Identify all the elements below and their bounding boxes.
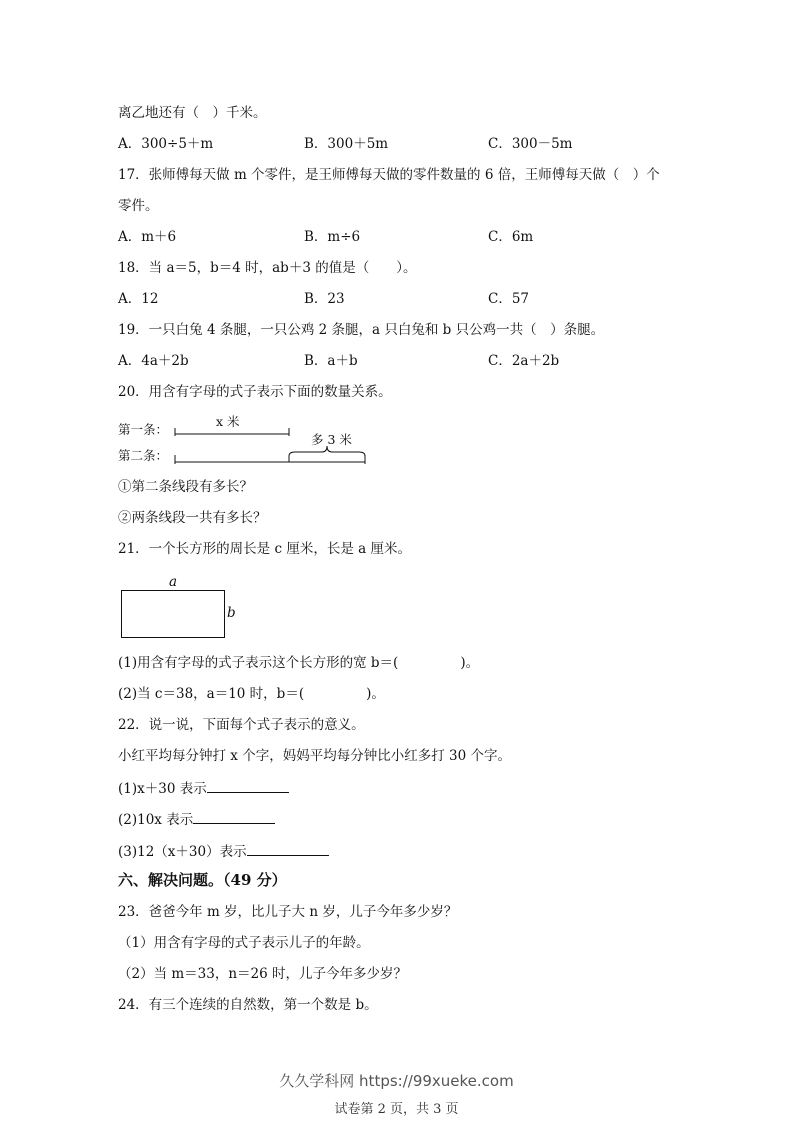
q22-subquestion-3 xyxy=(118,841,329,861)
q20-subquestion-2: ②两条线段一共有多长？ xyxy=(118,510,267,526)
rectangle-figure xyxy=(121,590,225,638)
q19-option-b: B．a＋b xyxy=(304,353,358,369)
q22-text: 22．说一说，下面每个式子表示的意义。 xyxy=(118,717,365,733)
q20-subquestion-1: ①第二条线段有多长？ xyxy=(118,479,253,495)
q21-sub2-prefix: (2)当 c＝38，a＝10 时，b＝( xyxy=(118,686,305,702)
q22-sub1-answer-line[interactable] xyxy=(207,778,289,793)
q17-option-b: B．m÷6 xyxy=(304,229,361,245)
segment-2-extra-label: 多 3 米 xyxy=(311,432,352,447)
q18-text: 18．当 a＝5，b＝4 时，ab＋3 的值是（ ）。 xyxy=(118,260,417,276)
q18-option-c: C．57 xyxy=(488,291,530,307)
q19-option-c: C．2a＋2b xyxy=(488,353,560,369)
segment-1-length-label: x 米 xyxy=(216,414,240,429)
segment-2-line xyxy=(175,455,365,464)
q21-text: 21．一个长方形的周长是 c 厘米，长是 a 厘米。 xyxy=(118,541,411,557)
q23-subquestion-1: （1）用含有字母的式子表示儿子的年龄。 xyxy=(118,935,370,951)
q19-option-a: A．4a＋2b xyxy=(118,353,189,369)
q16-text-tail: 离乙地还有（ ）千米。 xyxy=(118,105,267,121)
q22-sub1-text: (1)x＋30 表示 xyxy=(118,781,207,797)
q17-option-c: C．6m xyxy=(488,229,534,245)
segment-1-label: 第一条： xyxy=(118,422,169,437)
q17-text-cont: 零件。 xyxy=(118,198,159,214)
q18-option-b: B．23 xyxy=(304,291,345,307)
q21-subquestion-1 xyxy=(118,654,479,672)
q16-option-a: A．300÷5＋m xyxy=(118,136,214,152)
q24-text: 24．有三个连续的自然数，第一个数是 b。 xyxy=(118,997,378,1013)
page-number-footer: 试卷第 2 页，共 3 页 xyxy=(334,1102,459,1117)
site-watermark: 久久学科网 https://99xueke.com xyxy=(279,1072,514,1090)
q17-text: 17．张师傅每天做 m 个零件，是王师傅每天做的零件数量的 6 倍，王师傅每天做（ ）个 xyxy=(118,167,660,183)
extra-length-brace xyxy=(289,446,365,462)
q18-option-a: A．12 xyxy=(118,291,159,307)
q21-sub2-suffix: )。 xyxy=(366,686,385,702)
q23-text: 23．爸爸今年 m 岁，比儿子大 n 岁，儿子今年多少岁？ xyxy=(118,904,458,920)
q22-subquestion-1 xyxy=(118,778,289,798)
q17-option-a: A．m＋6 xyxy=(118,229,177,245)
q21-sub1-suffix: )。 xyxy=(460,655,480,671)
q21-subquestion-2 xyxy=(118,685,385,703)
rectangle-width-label: b xyxy=(227,605,236,621)
q22-sub3-text: (3)12（x＋30）表示 xyxy=(118,844,247,860)
segment-1-line xyxy=(175,428,289,436)
rectangle-length-label: a xyxy=(169,574,178,590)
q16-option-b: B．300＋5m xyxy=(304,136,389,152)
segment-2-label: 第二条： xyxy=(118,448,169,463)
q19-text: 19．一只白兔 4 条腿，一只公鸡 2 条腿，a 只白兔和 b 只公鸡一共（ ）条腿。 xyxy=(118,322,605,338)
q20-text: 20．用含有字母的式子表示下面的数量关系。 xyxy=(118,384,392,400)
q22-sub2-answer-line[interactable] xyxy=(193,809,275,824)
q22-context: 小红平均每分钟打 x 个字，妈妈平均每分钟比小红多打 30 个字。 xyxy=(118,748,511,764)
section-6-heading: 六、解决问题。（49 分） xyxy=(118,871,287,889)
q21-sub1-prefix: (1)用含有字母的式子表示这个长方形的宽 b＝( xyxy=(118,655,399,671)
q22-sub3-answer-line[interactable] xyxy=(247,841,329,856)
q23-subquestion-2: （2）当 m＝33，n＝26 时，儿子今年多少岁？ xyxy=(118,966,408,982)
q22-subquestion-2 xyxy=(118,809,275,829)
q22-sub2-text: (2)10x 表示 xyxy=(118,812,194,828)
q16-option-c: C．300－5m xyxy=(488,136,573,152)
